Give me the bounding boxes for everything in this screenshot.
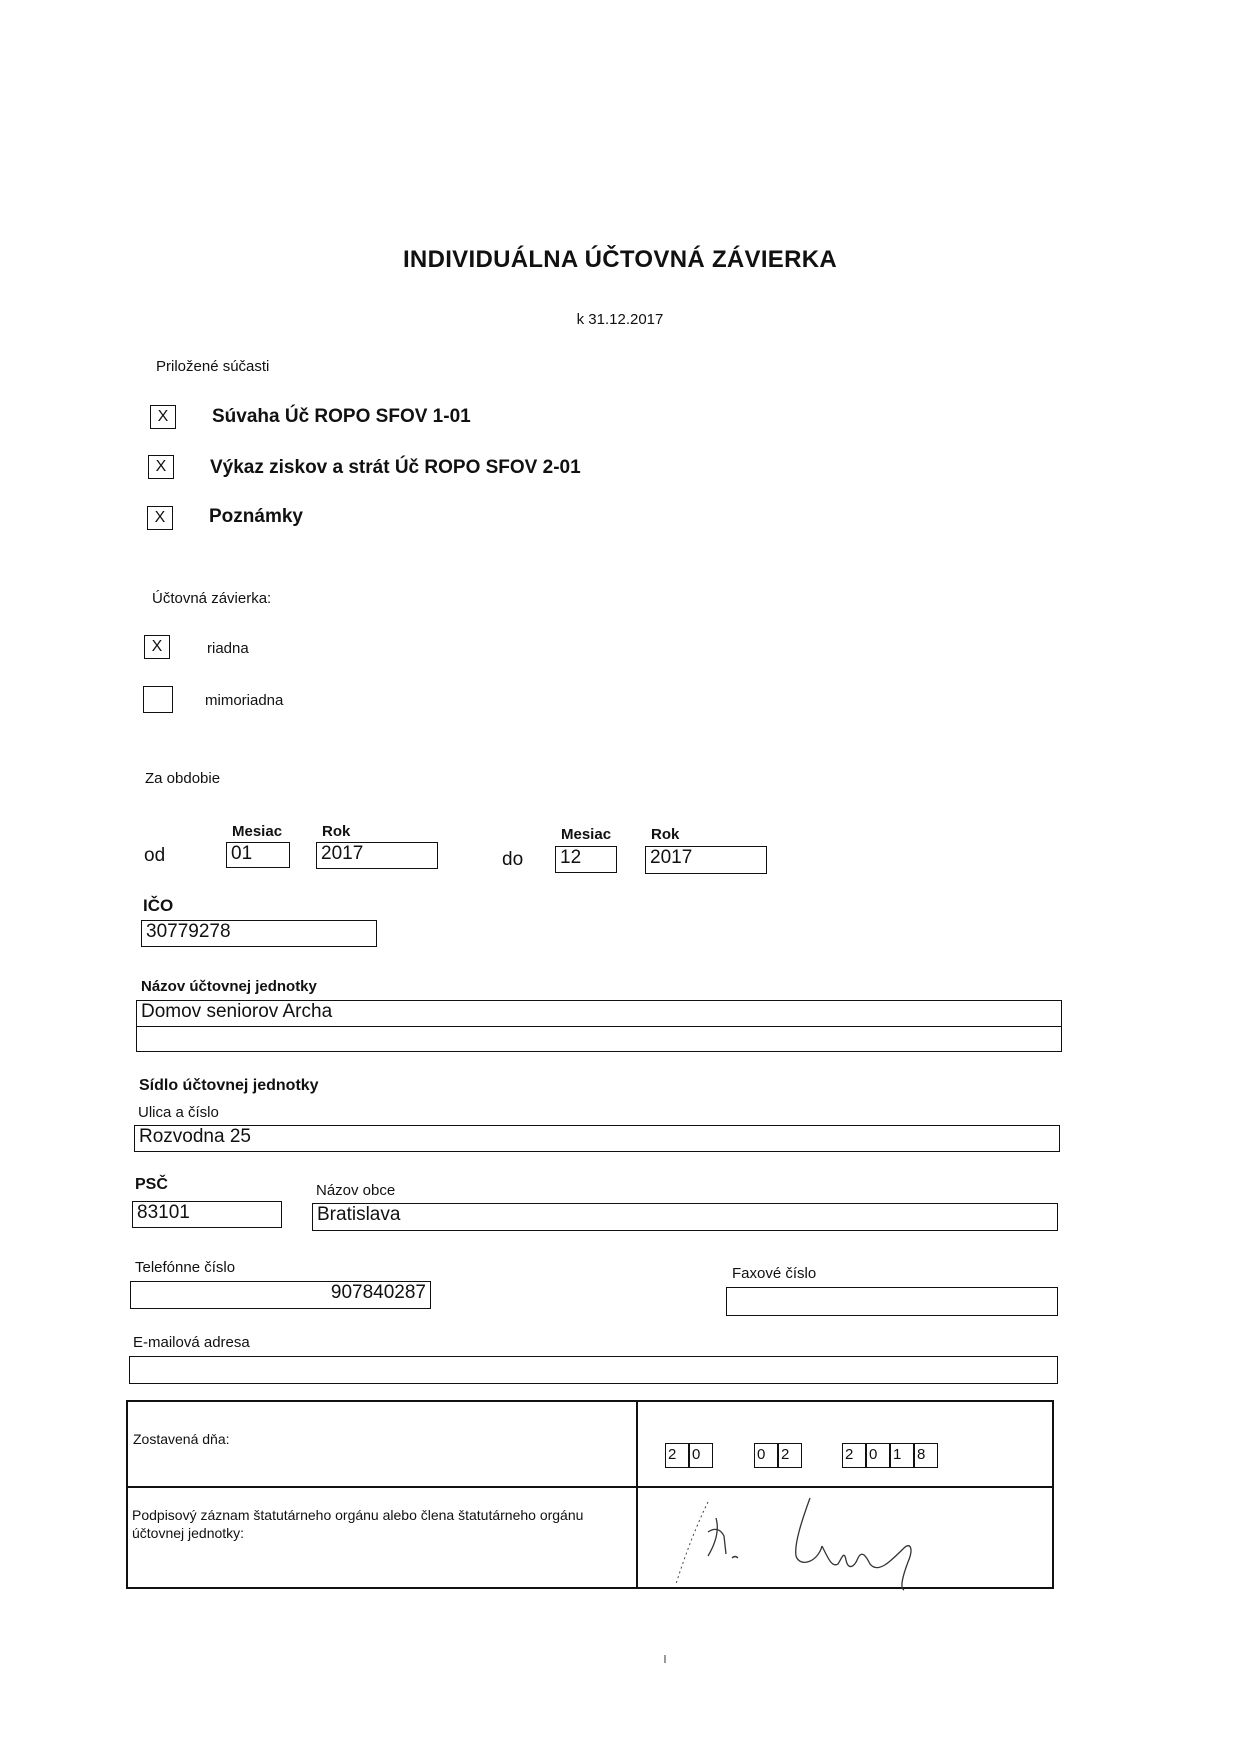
compiled-year-digit-1[interactable]: 2 [842,1443,866,1468]
option-extraordinary-label: mimoriadna [205,692,284,709]
to-year-label: Rok [651,826,680,843]
table-divider-horizontal [128,1486,1052,1488]
entity-name-label: Názov účtovnej jednotky [141,978,317,995]
to-year-field[interactable]: 2017 [645,846,767,874]
phone-field[interactable]: 907840287 [130,1281,431,1309]
phone-label: Telefónne číslo [135,1259,236,1276]
city-field[interactable]: Bratislava [312,1203,1058,1231]
compiled-day-digit-1[interactable]: 2 [665,1443,689,1468]
from-year-field[interactable]: 2017 [316,842,438,869]
compiled-day-digit-2[interactable]: 0 [689,1443,713,1468]
seat-label: Sídlo účtovnej jednotky [139,1077,319,1094]
from-label: od [144,845,166,866]
ico-label: IČO [143,896,174,915]
checkbox-regular[interactable]: X [144,635,170,659]
street-field[interactable]: Rozvodna 25 [134,1125,1060,1152]
option-regular-label: riadna [207,640,249,657]
handwritten-signature [668,1492,1048,1592]
fax-field[interactable] [726,1287,1058,1316]
zip-label: PSČ [135,1176,168,1193]
compiled-year-digit-3[interactable]: 1 [890,1443,914,1468]
street-label: Ulica a číslo [138,1104,219,1121]
as-of-date: k 31.12.2017 [576,311,664,328]
table-divider-vertical [636,1402,638,1587]
from-month-field[interactable]: 01 [226,842,290,868]
compiled-date-label: Zostavená dňa: [133,1431,230,1447]
period-label: Za obdobie [145,770,221,787]
checkbox-extraordinary[interactable] [143,686,173,713]
signature-label: Podpisový záznam štatutárneho orgánu alebo člena štatutárneho orgánu účtovnej jednotky: [132,1507,584,1541]
compiled-month-digit-1[interactable]: 0 [754,1443,778,1468]
compiled-year-digit-2[interactable]: 0 [866,1443,890,1468]
checkbox-notes[interactable]: X [147,506,173,530]
to-month-label: Mesiac [561,826,612,843]
entity-name-line2[interactable] [136,1026,1062,1052]
from-year-label: Rok [322,823,351,840]
email-label: E-mailová adresa [133,1334,250,1351]
to-month-field[interactable]: 12 [555,846,617,873]
part-label-notes: Poznámky [209,506,303,527]
statement-type-label: Účtovná závierka: [152,590,272,607]
scan-speck [664,1655,666,1663]
city-label: Názov obce [316,1182,396,1199]
attached-parts-label: Priložené súčasti [156,358,270,375]
part-label-balance-sheet: Súvaha Úč ROPO SFOV 1-01 [212,406,471,427]
checkbox-income-statement[interactable]: X [148,455,174,479]
signature-table [126,1400,1054,1589]
entity-name-line1[interactable]: Domov seniorov Archa [136,1000,1062,1027]
document-title: INDIVIDUÁLNA ÚČTOVNÁ ZÁVIERKA [402,246,838,273]
email-field[interactable] [129,1356,1058,1384]
ico-field[interactable]: 30779278 [141,920,377,947]
to-label: do [502,849,524,870]
compiled-year-digit-4[interactable]: 8 [914,1443,938,1468]
fax-label: Faxové číslo [732,1265,817,1282]
part-label-income-statement: Výkaz ziskov a strát Úč ROPO SFOV 2-01 [210,457,581,478]
zip-field[interactable]: 83101 [132,1201,282,1228]
from-month-label: Mesiac [232,823,283,840]
compiled-month-digit-2[interactable]: 2 [778,1443,802,1468]
checkbox-balance-sheet[interactable]: X [150,405,176,429]
